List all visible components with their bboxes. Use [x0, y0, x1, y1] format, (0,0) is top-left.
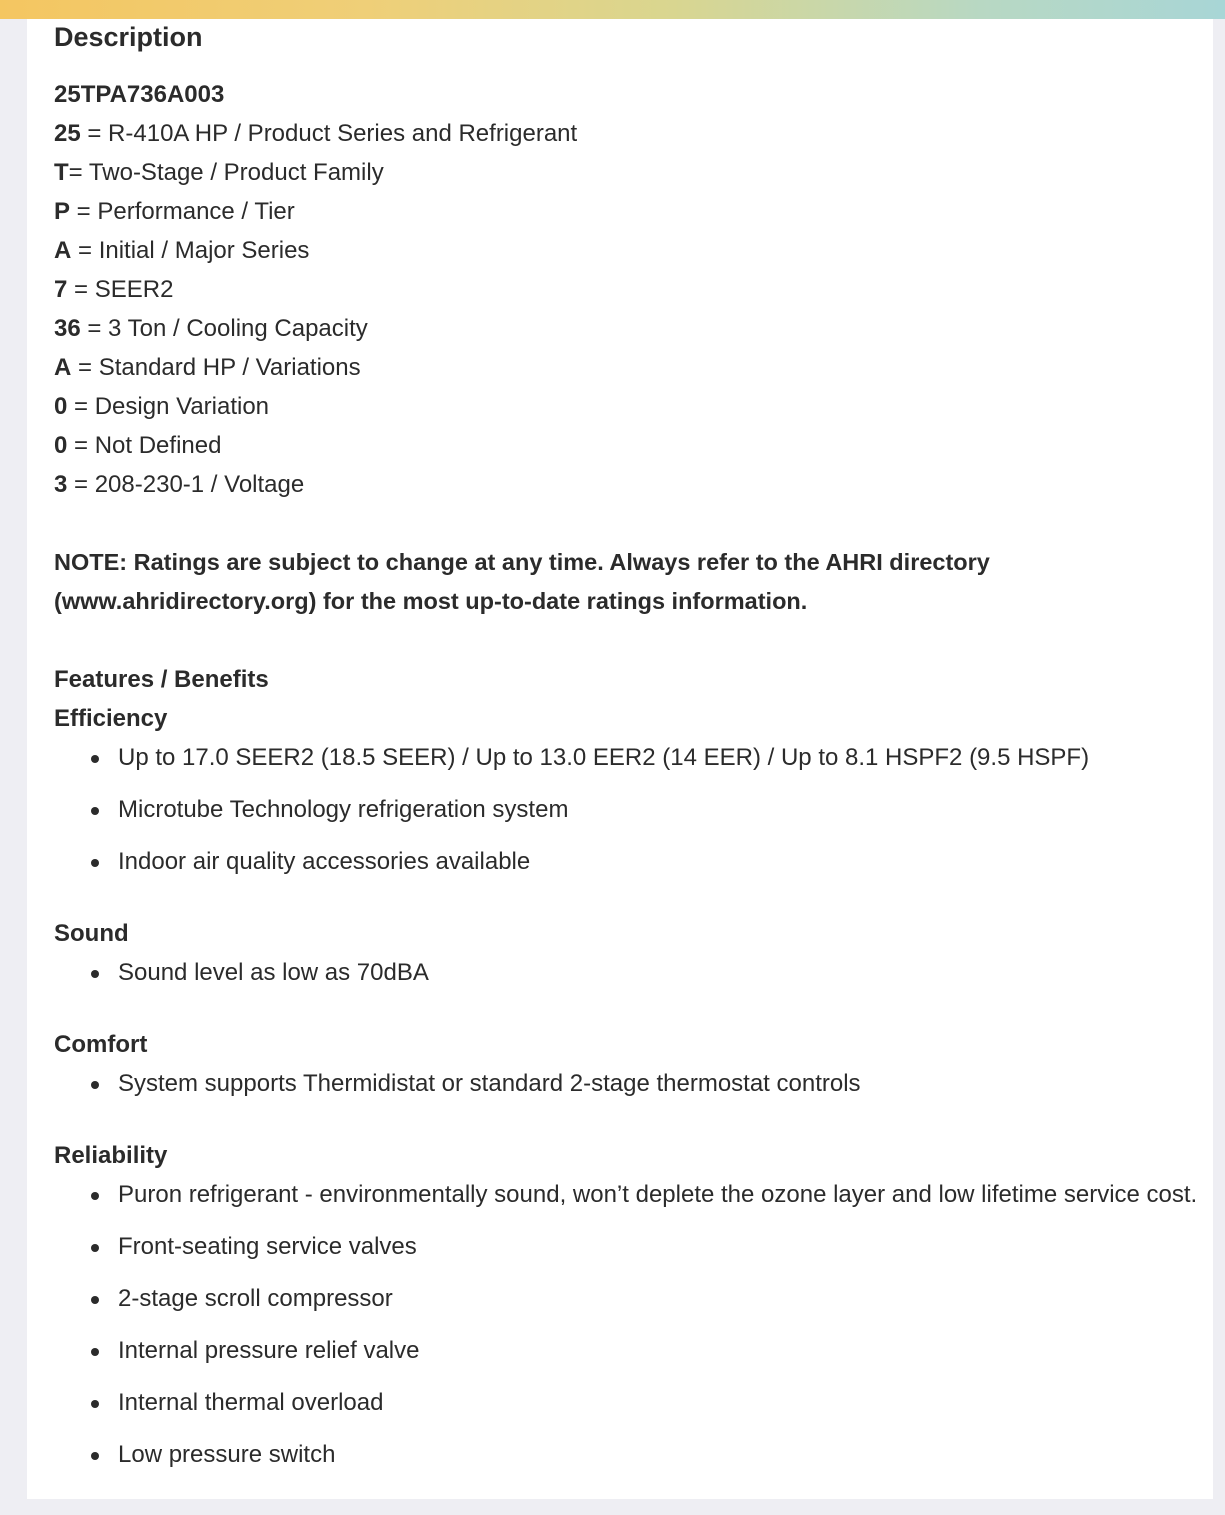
code-row — [54, 114, 1204, 153]
list-item: Puron refrigerant - environmentally sound, won’t deplete the ozone layer and low lifetime service cost. — [54, 1175, 1198, 1214]
feature-group-title: Sound — [54, 920, 129, 947]
list-item: Low pressure switch — [54, 1435, 1198, 1474]
list-item: Up to 17.0 SEER2 (18.5 SEER) / Up to 13.0 EER2 (14 EER) / Up to 8.1 HSPF2 (9.5 HSPF) — [54, 738, 1198, 777]
list-item: Microtube Technology refrigeration system — [54, 790, 1198, 829]
feature-group-title: Efficiency — [54, 705, 168, 732]
code-key: 0 — [54, 393, 68, 420]
code-key: A — [54, 237, 72, 264]
code-value: = 3 Ton / Cooling Capacity — [80, 315, 368, 342]
code-key: T — [54, 159, 69, 186]
section-title: Description — [54, 22, 203, 52]
feature-group-title: Reliability — [54, 1142, 168, 1169]
list-item: Indoor air quality accessories available — [54, 842, 1198, 881]
code-row — [54, 270, 1204, 309]
list-item: Internal pressure relief valve — [54, 1331, 1198, 1370]
list-item: Sound level as low as 70dBA — [54, 953, 1198, 992]
code-value: = Design Variation — [67, 393, 270, 420]
code-value: = Two-Stage / Product Family — [68, 159, 384, 186]
code-row — [54, 387, 1204, 426]
ratings-note: NOTE: Ratings are subject to change at any time. Always refer to the AHRI directory (www.ahridirectory.org) for the most up-to-date ratings information. — [54, 549, 990, 614]
code-key: 25 — [54, 120, 81, 147]
code-row — [54, 309, 1204, 348]
code-key: 36 — [54, 315, 81, 342]
code-key: 7 — [54, 276, 68, 303]
bottom-strip — [0, 1499, 1225, 1515]
code-key: 0 — [54, 432, 68, 459]
list-item: System supports Thermidistat or standard 2-stage thermostat controls — [54, 1064, 1198, 1103]
feature-list-efficiency — [54, 738, 1204, 881]
description-card — [27, 19, 1213, 1499]
code-value: = R-410A HP / Product Series and Refrigerant — [80, 120, 578, 147]
code-row — [54, 426, 1204, 465]
code-value: = Initial / Major Series — [71, 237, 310, 264]
code-row — [54, 192, 1204, 231]
code-row — [54, 153, 1204, 192]
code-row — [54, 465, 1204, 504]
description-content — [54, 19, 1204, 1487]
code-value: = SEER2 — [67, 276, 174, 303]
top-accent-bar — [0, 0, 1225, 19]
feature-list-sound — [54, 953, 1204, 992]
list-item: Front-seating service valves — [54, 1227, 1198, 1266]
code-key: P — [54, 198, 71, 225]
code-value: = 208-230-1 / Voltage — [67, 471, 305, 498]
model-number: 25TPA736A003 — [54, 81, 225, 108]
code-key: 3 — [54, 471, 68, 498]
code-value: = Not Defined — [67, 432, 222, 459]
code-value: = Performance / Tier — [70, 198, 295, 225]
code-row — [54, 231, 1204, 270]
features-heading: Features / Benefits — [54, 666, 269, 693]
code-value: = Standard HP / Variations — [71, 354, 361, 381]
model-code-list — [54, 114, 1204, 504]
feature-list-comfort — [54, 1064, 1204, 1103]
feature-group-title: Comfort — [54, 1031, 148, 1058]
list-item: 2-stage scroll compressor — [54, 1279, 1198, 1318]
code-row — [54, 348, 1204, 387]
list-item: Internal thermal overload — [54, 1383, 1198, 1422]
code-key: A — [54, 354, 72, 381]
feature-list-reliability — [54, 1175, 1204, 1474]
